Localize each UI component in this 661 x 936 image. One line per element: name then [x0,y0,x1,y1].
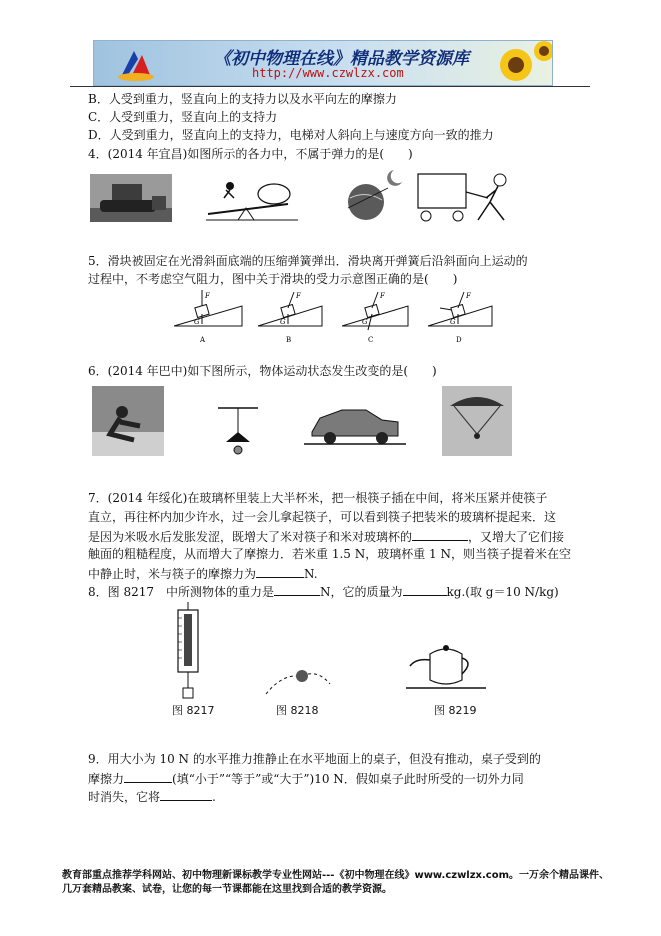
q9-line3-a: 时消失，它将 [88,790,161,804]
teapot-image [406,645,486,688]
diagram-b-label: B [286,336,292,344]
q7-line5-b: N. [304,567,318,581]
diagram-d-label: D [456,336,462,344]
diagram-a-g-label: G [194,318,200,326]
skater-image [92,386,164,456]
diagram-c-g-label: G [362,318,368,326]
diagram-d-fn-label: F [466,292,471,300]
q7-line1: 7．(2014 年绥化)在玻璃杯里装上大半杯米，把一根筷子插在中间，将米压紧并使筷子 [88,491,548,505]
q8-text-b: N，它的质量为 [320,585,403,599]
q7-line4: 触面的粗糙程度，从而增大了摩擦力．若米重 1.5 N，玻璃杯重 1 N，则当筷子提着米在空 [88,547,571,561]
q6-stem [88,364,437,378]
diagram-a-fn-label: F [205,292,210,300]
diagram-d-g-label: G [450,318,456,326]
bulldozer-image [90,174,172,222]
figure-8219-caption: 图 8219 [434,704,477,717]
footer-line1: 教育部重点推荐学科网站、初中物理新课标教学专业性网站---《初中物理在线》www.czwlzx.com。一万余个精品课件、 [62,870,610,881]
q9-line2-a: 摩擦力 [88,772,125,786]
q3-option-d: D．人受到重力，竖直向上的支持力，电梯对人斜向上与速度方向一致的推力 [88,128,494,142]
q8-text-c: kg.(取 g＝10 N/kg) [446,585,559,599]
q9-line2 [88,771,524,786]
incline-diagram-a [174,290,242,344]
logo-icon [114,45,158,83]
q6-answer-paren: ( ) [403,364,437,378]
parachute-image [442,386,512,456]
ball-trajectory-image [266,670,330,694]
q7-line5-a: 中静止时，米与筷子的摩擦力为 [88,567,257,581]
q9-line3 [88,789,216,804]
q4-answer-paren: ( ) [379,147,413,161]
q9-blank-1[interactable] [124,771,172,783]
diagram-b-fn-label: F [296,292,301,300]
q8-blank-2[interactable] [403,584,447,596]
q7-line3-a: 是因为米吸水后发胀发涩，既增大了米对筷子和米对玻璃杯的 [88,530,413,544]
q9-blank-2[interactable] [160,789,212,801]
pendulum-image [218,408,258,454]
diagram-c-fn-label: F [380,292,385,300]
banner-title: 《初中物理在线》精品教学资源库 [214,49,469,69]
cart-pull-image [418,174,506,221]
q6-text: 6．(2014 年巴中)如下图所示，物体运动状态发生改变的是 [88,364,404,378]
q5-line2 [88,272,457,286]
q3-option-c: C．人受到重力，竖直向上的支持力 [88,110,278,124]
footer-line2: 几万套精品教案、试卷，让您的每一节课都能在这里找到合适的教学资源。 [62,884,392,895]
q6-figures [90,386,520,458]
q9-line1: 9．用大小为 10 N 的水平推力推静止在水平地面上的桌子，但没有推动，桌子受到的 [88,752,541,766]
q4-text: 4．(2014 年宜昌)如图所示的各力中，不属于弹力的是 [88,147,380,161]
q8-figures [170,602,500,702]
car-image [304,410,406,444]
q7-blank-2[interactable] [256,566,304,578]
q3-option-b: B．人受到重力，竖直向上的支持力以及水平向左的摩擦力 [88,92,397,106]
planet-moon-image [348,170,402,220]
q8-blank-1[interactable] [274,584,320,596]
q7-line2: 直立，再往杯内加少许水，过一会儿拿起筷子，可以看到筷子把装米的玻璃杯提起来．这 [88,510,557,524]
q7-line3 [88,529,564,544]
q4-figures [88,168,528,226]
figure-8217-caption: 图 8217 [172,704,215,717]
diagram-c-label: C [368,336,374,344]
diagram-a-label: A [200,336,206,344]
q9-line2-b: (填“小于”“等于”或“大于”)10 N．假如桌子此时所受的一切外力同 [172,772,524,786]
q8-text-a: 8．图 8217 中所测物体的重力是 [88,585,274,599]
seesaw-image [206,182,298,220]
q5-answer-paren: ( ) [424,272,458,286]
incline-diagram-b [258,292,322,344]
spring-scale-image [178,602,198,698]
q8-stem [88,584,559,599]
header-banner [93,40,553,86]
q5-incline-diagrams [172,286,502,346]
q5-line2-text: 过程中，不考虑空气阻力，图中关于滑块的受力示意图正确的是 [88,272,425,286]
banner-url: http://www.czwlzx.com [252,66,404,80]
q7-line5 [88,566,318,581]
incline-diagram-d [428,292,492,344]
q7-line3-b: ，又增大了它们接 [468,530,565,544]
q9-line3-b: . [212,790,216,804]
incline-diagram-c [342,292,408,344]
diagram-b-g-label: G [280,318,286,326]
sunflower-icon [486,41,553,86]
figure-8218-caption: 图 8218 [276,704,319,717]
q7-blank-1[interactable] [412,529,468,541]
q5-line1: 5．滑块被固定在光滑斜面底端的压缩弹簧弹出．滑块离开弹簧后沿斜面向上运动的 [88,254,528,268]
header-rule [70,86,590,87]
q4-stem [88,147,413,161]
